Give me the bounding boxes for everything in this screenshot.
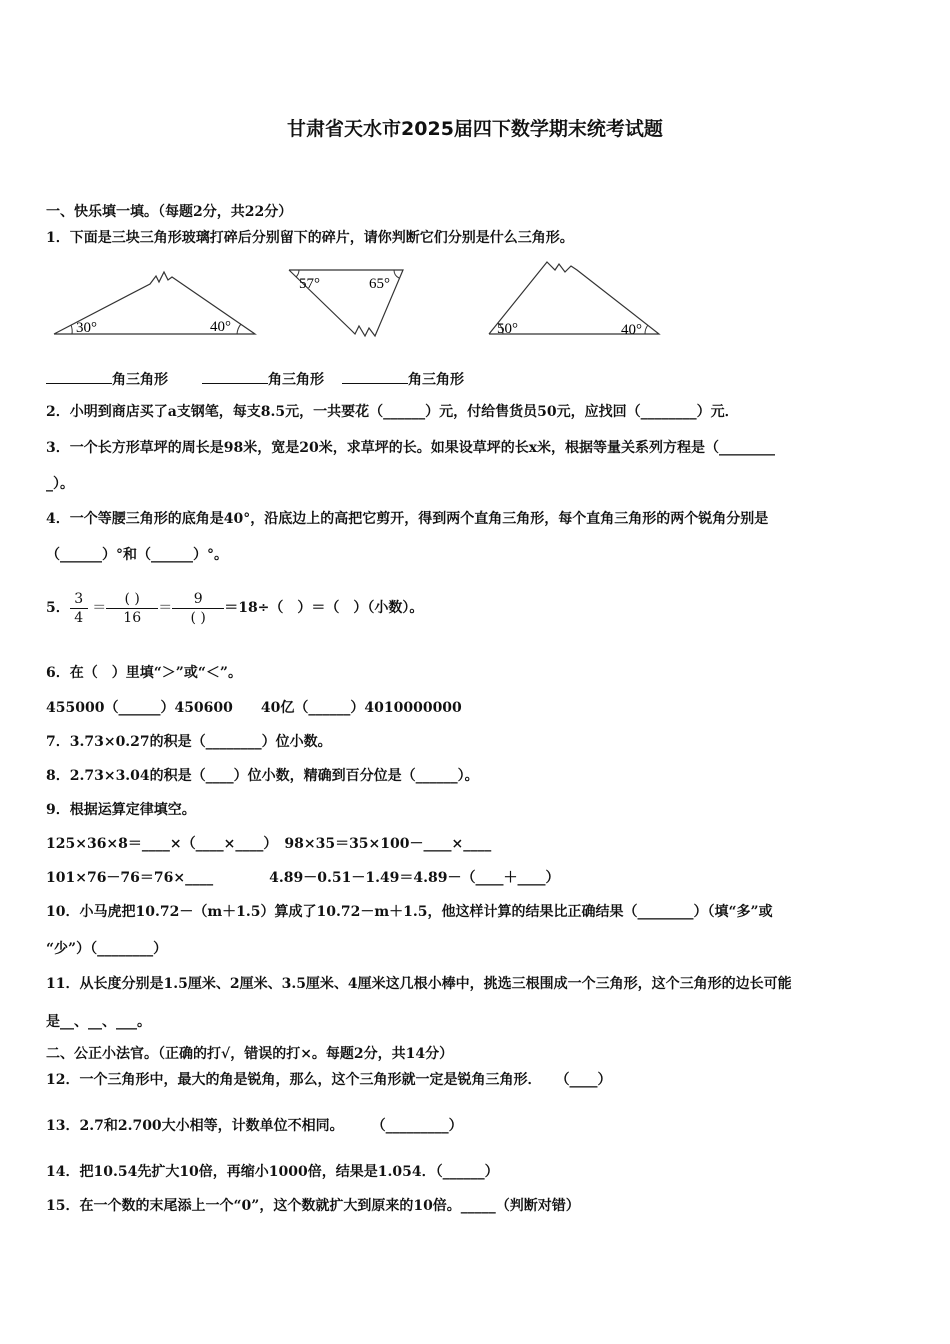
fraction-blank-16: $\frac{( )}{16}$ <box>106 590 158 627</box>
fig1-left-angle: 30° <box>76 320 97 336</box>
fig1-right-angle: 40° <box>210 319 231 335</box>
fig3-left-angle: 50° <box>497 321 518 337</box>
question-1: 1．下面是三块三角形玻璃打碎后分别留下的碎片，请你判断它们分别是什么三角形。 <box>46 230 574 246</box>
triangle-fragment-3 <box>485 256 665 340</box>
question-7: 7．3.73×0.27的积是（________）位小数。 <box>46 734 332 750</box>
fraction-9-blank: $\frac{9}{( )}$ <box>172 590 224 627</box>
fig2-right-angle: 65° <box>369 276 390 292</box>
triangle-fragment-2 <box>285 266 410 346</box>
question-11-line-2: 是__、__、___。 <box>46 1014 151 1030</box>
question-10-line-1: 10．小马虎把10.72－（m＋1.5）算成了10.72－m＋1.5，他这样计算的结果比正确结果（________）（填“多”或 <box>46 904 773 920</box>
question-6-compare: 455000（______）450600 40亿（______）4010000000 <box>46 700 462 716</box>
question-13: 13．2.7和2.700大小相等，计数单位不相同。 （_________） <box>46 1118 463 1134</box>
triangle-fragment-1 <box>50 268 260 340</box>
q1-answers: 角三角形 角三角形 角三角形 <box>46 369 464 389</box>
section-1-heading: 一、快乐填一填。（每题2分，共22分） <box>46 204 293 220</box>
question-12: 12．一个三角形中，最大的角是锐角，那么，这个三角形就一定是锐角三角形． （____） <box>46 1072 612 1088</box>
fraction-3-4: $\frac{3}{4}$ <box>70 590 88 627</box>
question-2: 2．小明到商店买了a支钢笔，每支8.5元，一共要花（______）元，付给售货员50元，应找回（________）元． <box>46 404 739 420</box>
question-9: 9．根据运算定律填空。 <box>46 802 196 818</box>
section-2-heading: 二、公正小法官。（正确的打√，错误的打×。每题2分，共14分） <box>46 1046 454 1062</box>
question-14: 14．把10.54先扩大10倍，再缩小1000倍，结果是1.054．（______） <box>46 1164 499 1180</box>
page-title: 甘肃省天水市2025届四下数学期末统考试题 <box>287 118 663 140</box>
answer-blank-1[interactable] <box>46 369 112 384</box>
question-15: 15．在一个数的末尾添上一个“0”，这个数就扩大到原来的10倍。_____（判断对错） <box>46 1198 580 1214</box>
fig3-right-angle: 40° <box>621 322 642 338</box>
question-4-line-2: （______）°和（______）°。 <box>46 547 228 563</box>
question-8: 8．2.73×3.04的积是（____）位小数，精确到百分位是（______）。 <box>46 768 479 784</box>
question-9-line-2: 125×36×8＝____×（____×____） 98×35＝35×100－____×____ <box>46 836 492 852</box>
answer-blank-2[interactable] <box>202 369 268 384</box>
question-9-line-3: 101×76－76＝76×____ 4.89－0.51－1.49＝4.89－（____＋____） <box>46 870 560 886</box>
question-4-line-1: 4．一个等腰三角形的底角是40°，沿底边上的高把它剪开，得到两个直角三角形，每个直角三角形的两个锐角分别是 <box>46 511 769 527</box>
question-3-line-1: 3．一个长方形草坪的周长是98米，宽是20米，求草坪的长。如果设草坪的长x米，根据等量关系列方程是（________ <box>46 440 776 456</box>
question-5: 5． $\frac{3}{4}$ ＝ $\frac{( )}{16}$ ＝ $\frac{9}{( )}$ ＝18÷（ ）＝（ ）（小数）。 <box>46 590 424 626</box>
question-11-line-1: 11．从长度分别是1.5厘米、2厘米、3.5厘米、4厘米这几根小棒中，挑选三根围成一个三角形，这个三角形的边长可能 <box>46 976 792 992</box>
answer-blank-3[interactable] <box>342 369 408 384</box>
question-6: 6．在（ ）里填“＞”或“＜”。 <box>46 665 242 681</box>
question-3-line-2: _）。 <box>46 476 74 492</box>
question-10-line-2: “少”）（________） <box>46 941 168 957</box>
fig2-left-angle: 57° <box>299 276 320 292</box>
